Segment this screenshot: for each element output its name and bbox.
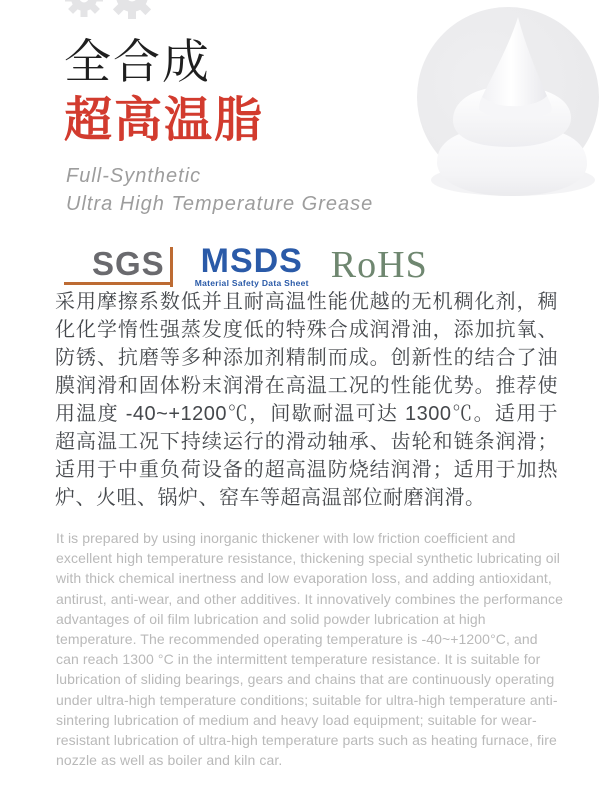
- certification-row: [64, 243, 428, 289]
- description-english: It is prepared by using inorganic thickener with low friction coefficient and excellent high temperature resistance, thickening special synthetic lubricating oil with thick chemical inertness and low evaporation loss, and adding antioxidant, antirust, anti-wear, and other additives. It innovatively combines the performance advantages of oil film lubrication and solid powder lubrication at high temperature. The recommended operating temperature is -40~+1200°C, and can reach 1300 °C in the intermittent temperature resistance. It is suitable for lubrication of sliding bearings, gears and chains that are continuously operating under ultra-high temperature conditions; suitable for ultra-high temperature anti-sintering lubrication of medium and heavy load equipment; suitable for wear-resistant lubrication of ultra-high temperature parts such as heating furnace, fire nozzle as well as boiler and kiln car.: [56, 530, 564, 769]
- gear-icon-right: [109, 0, 155, 19]
- product-title-zh: 全合成: [64, 35, 211, 88]
- subtitle-line2: Ultra High Temperature Grease: [66, 193, 374, 215]
- gear-decoration: [62, 0, 182, 27]
- rohs-logo: [331, 243, 428, 285]
- msds-logo-tagline: Material Safety Data Sheet: [194, 278, 309, 288]
- gear-icon-left: [65, 0, 103, 17]
- rohs-logo-text: RoHS: [330, 244, 428, 286]
- sgs-logo-text: SGS: [92, 245, 165, 282]
- description-chinese: 采用摩擦系数低并且耐高温性能优越的无机稠化剂，稠化化学惰性强蒸发度低的特殊合成润滑油，添加抗氧、防锈、抗磨等多种添加剂精制而成。创新性的结合了油膜润滑和固体粉末润滑在高温工况的性能优势。推荐使用温度 -40~+1200℃，间歇耐温可达 1300℃。适用于超高温工况下持续运行的滑动轴承、齿轮和链条润滑；适用于中重负荷设备的超高温防烧结润滑；适用于加热炉、火咀、锅炉、窑车等超高温部位耐磨润滑。: [55, 291, 558, 509]
- sgs-underline-bar: [64, 282, 173, 285]
- msds-logo: [195, 243, 309, 288]
- product-title-zh-red: 超高温脂: [64, 94, 265, 147]
- subtitle-line1: Full-Synthetic: [66, 165, 202, 187]
- msds-logo-text: MSDS: [200, 242, 303, 280]
- grease-dollop-image: [423, 12, 600, 198]
- sgs-vertical-bar: [170, 247, 173, 287]
- sgs-logo: [64, 243, 173, 289]
- product-title-en: [66, 162, 373, 218]
